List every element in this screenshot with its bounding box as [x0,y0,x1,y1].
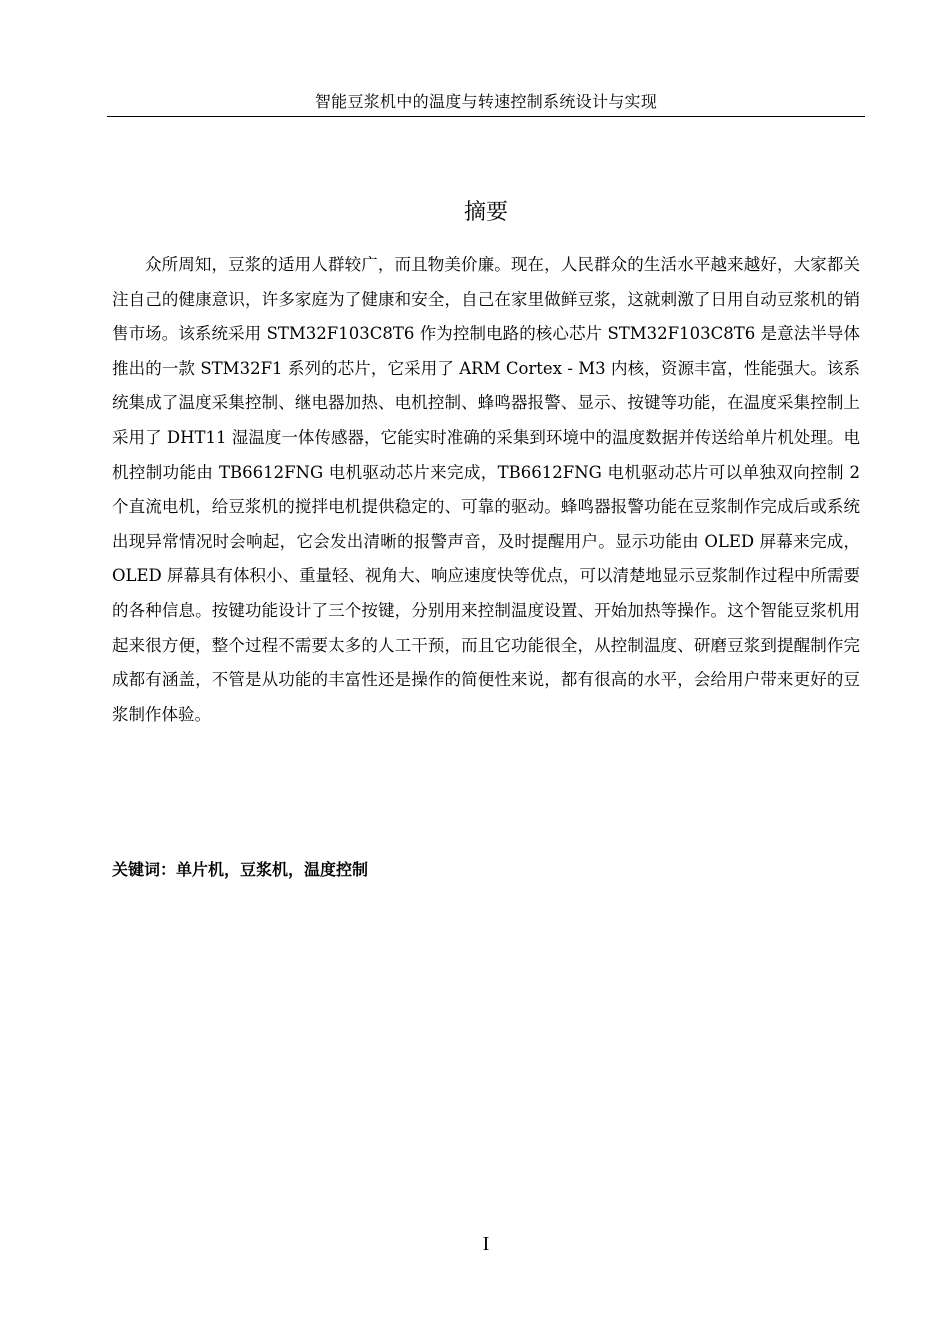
header-title: 智能豆浆机中的温度与转速控制系统设计与实现 [314,92,658,111]
abstract-heading: 摘要 [463,200,508,225]
keywords-line: 关键词：单片机，豆浆机，温度控制 [112,860,369,879]
running-header [107,90,865,117]
abstract-paragraph: 众所周知，豆浆的适用人群较广，而且物美价廉。现在，人民群众的生活水平越来越好，大家都关注自己的健康意识，许多家庭为了健康和安全，自己在家里做鲜豆浆，这就刺激了日用自动豆浆机的销售市场。该系统采用 STM32F103C8T6 作为控制电路的核心芯片 STM32F103C8T6 是意法半导体推出的一款 STM32F1 系列的芯片，它采用了 ARM Cortex - M3 内核，资源丰富，性能强大。该系统集成了温度采集控制、继电器加热、电机控制、蜂鸣器报警、显示、按键等功能，在温度采集控制上采用了 DHT11 湿温度一体传感器，它能实时准确的采集到环境中的温度数据并传送给单片机处理。电机控制功能由 TB6612FNG 电机驱动芯片来完成，TB6612FNG 电机驱动芯片可以单独双向控制 2 个直流电机，给豆浆机的搅拌电机提供稳定的、可靠的驱动。蜂鸣器报警功能在豆浆制作完成后或系统出现异常情况时会响起，它会发出清晰的报警声音，及时提醒用户。显示功能由 OLED 屏幕来完成，OLED 屏幕具有体积小、重量轻、视角大、响应速度快等优点，可以清楚地显示豆浆制作过程中所需要的各种信息。按键功能设计了三个按键，分别用来控制温度设置、开始加热等操作。这个智能豆浆机用起来很方便，整个过程不需要太多的人工干预，而且它功能很全，从控制温度、研磨豆浆到提醒制作完成都有涵盖，不管是从功能的丰富性还是操作的简便性来说，都有很高的水平，会给用户带来更好的豆浆制作体验。 [112,255,861,724]
page-number: I [482,1233,490,1255]
